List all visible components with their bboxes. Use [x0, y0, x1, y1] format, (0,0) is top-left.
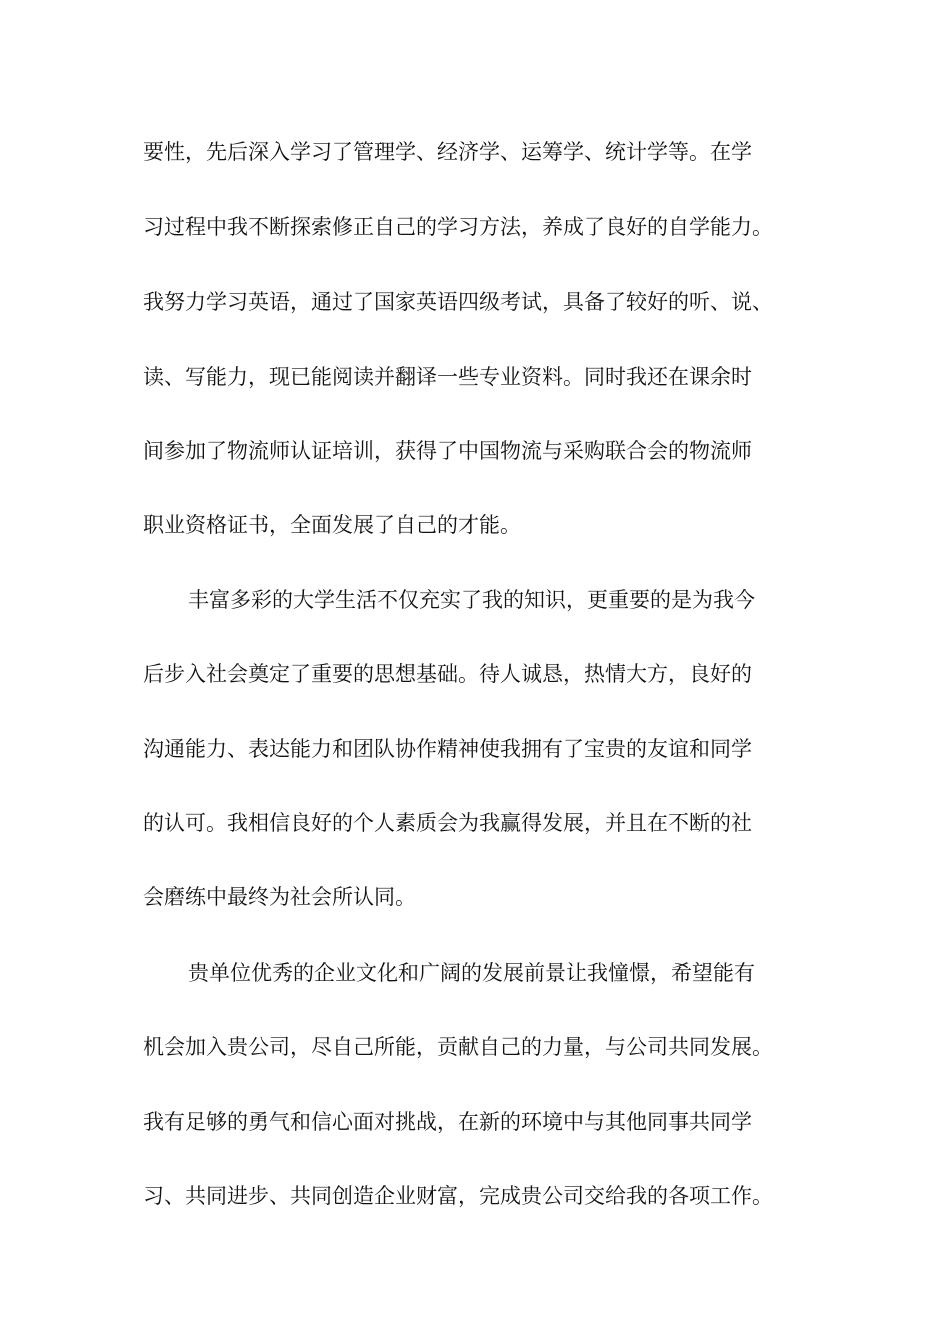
paragraph-first-line: 贵单位优秀的企业文化和广阔的发展前景让我憧憬，希望能有	[188, 961, 755, 985]
text-line: 沟通能力、表达能力和团队协作精神使我拥有了宝贵的友谊和同学	[143, 737, 752, 761]
text-line: 机会加入贵公司，尽自己所能，贡献自己的力量，与公司共同发展。	[143, 1035, 773, 1059]
text-line: 读、写能力，现已能阅读并翻译一些专业资料。同时我还在课余时	[143, 365, 752, 389]
text-line: 职业资格证书，全面发展了自己的才能。	[143, 513, 521, 537]
paragraph-first-line: 丰富多彩的大学生活不仅充实了我的知识，更重要的是为我今	[188, 588, 755, 612]
text-line: 习、共同进步、共同创造企业财富，完成贵公司交给我的各项工作。	[143, 1184, 773, 1208]
text-line: 的认可。我相信良好的个人素质会为我赢得发展，并且在不断的社	[143, 811, 752, 835]
text-line: 要性，先后深入学习了管理学、经济学、运筹学、统计学等。在学	[143, 140, 752, 164]
text-line: 间参加了物流师认证培训，获得了中国物流与采购联合会的物流师	[143, 439, 752, 463]
text-line: 会磨练中最终为社会所认同。	[143, 885, 416, 909]
text-line: 我努力学习英语，通过了国家英语四级考试，具备了较好的听、说、	[143, 290, 773, 314]
text-line: 后步入社会奠定了重要的思想基础。待人诚恳，热情大方，良好的	[143, 662, 752, 686]
text-line: 习过程中我不断探索修正自己的学习方法，养成了良好的自学能力。	[143, 215, 773, 239]
text-line: 我有足够的勇气和信心面对挑战，在新的环境中与其他同事共同学	[143, 1110, 752, 1134]
